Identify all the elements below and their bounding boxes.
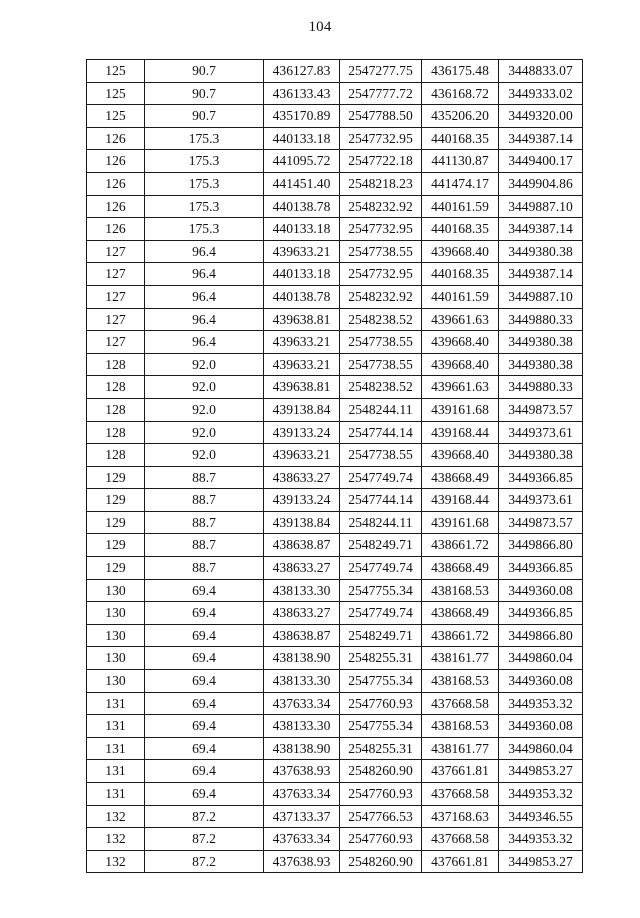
cell-value: 96.4: [145, 331, 264, 354]
cell-coord-y1: 2547744.14: [340, 489, 422, 512]
cell-coord-x2: 440161.59: [422, 195, 499, 218]
table-row: [87, 376, 583, 399]
cell-parcel-id: 129: [87, 557, 145, 580]
cell-coord-y1: 2547738.55: [340, 331, 422, 354]
cell-value: 69.4: [145, 647, 264, 670]
cell-coord-y1: 2548232.92: [340, 195, 422, 218]
cell-coord-y2: 3449880.33: [499, 376, 583, 399]
cell-parcel-id: 132: [87, 828, 145, 851]
cell-parcel-id: 127: [87, 263, 145, 286]
cell-coord-y1: 2548244.11: [340, 511, 422, 534]
cell-coord-y2: 3449346.55: [499, 805, 583, 828]
cell-coord-y1: 2547277.75: [340, 60, 422, 83]
table-row: [87, 692, 583, 715]
cell-coord-y2: 3449380.38: [499, 444, 583, 467]
cell-parcel-id: 128: [87, 353, 145, 376]
cell-coord-y1: 2548218.23: [340, 172, 422, 195]
cell-coord-x2: 435206.20: [422, 105, 499, 128]
cell-value: 92.0: [145, 421, 264, 444]
table-row: [87, 760, 583, 783]
cell-coord-x1: 439633.21: [264, 240, 340, 263]
cell-parcel-id: 130: [87, 602, 145, 625]
table-row: [87, 82, 583, 105]
cell-value: 69.4: [145, 715, 264, 738]
cell-coord-x2: 438168.53: [422, 715, 499, 738]
cell-parcel-id: 132: [87, 805, 145, 828]
table-row: [87, 105, 583, 128]
cell-coord-y1: 2547788.50: [340, 105, 422, 128]
table-row: [87, 263, 583, 286]
cell-coord-y2: 3449360.08: [499, 579, 583, 602]
cell-coord-y1: 2547755.34: [340, 670, 422, 693]
cell-value: 90.7: [145, 60, 264, 83]
cell-coord-y2: 3449873.57: [499, 398, 583, 421]
cell-value: 87.2: [145, 828, 264, 851]
table-row: [87, 737, 583, 760]
cell-coord-x2: 439668.40: [422, 331, 499, 354]
cell-coord-y2: 3449360.08: [499, 670, 583, 693]
cell-parcel-id: 128: [87, 398, 145, 421]
cell-coord-x2: 441130.87: [422, 150, 499, 173]
cell-coord-x2: 438161.77: [422, 737, 499, 760]
cell-coord-x2: 441474.17: [422, 172, 499, 195]
cell-coord-x2: 439668.40: [422, 444, 499, 467]
cell-value: 175.3: [145, 150, 264, 173]
cell-coord-x1: 437633.34: [264, 828, 340, 851]
cell-parcel-id: 129: [87, 489, 145, 512]
cell-coord-y2: 3449366.85: [499, 466, 583, 489]
cell-coord-x1: 439133.24: [264, 489, 340, 512]
cell-coord-y1: 2548249.71: [340, 534, 422, 557]
cell-coord-x2: 439668.40: [422, 353, 499, 376]
table-row: [87, 534, 583, 557]
table-row: [87, 127, 583, 150]
cell-coord-x1: 439633.21: [264, 331, 340, 354]
cell-coord-x2: 436168.72: [422, 82, 499, 105]
cell-value: 175.3: [145, 127, 264, 150]
cell-coord-y1: 2548260.90: [340, 850, 422, 873]
cell-parcel-id: 126: [87, 195, 145, 218]
cell-value: 96.4: [145, 308, 264, 331]
cell-coord-x1: 438633.27: [264, 466, 340, 489]
cell-parcel-id: 131: [87, 783, 145, 806]
cell-coord-y1: 2547738.55: [340, 240, 422, 263]
cell-coord-y1: 2547738.55: [340, 444, 422, 467]
cell-coord-x2: 439168.44: [422, 489, 499, 512]
cell-value: 69.4: [145, 670, 264, 693]
cell-coord-x2: 439661.63: [422, 308, 499, 331]
cell-coord-y1: 2548238.52: [340, 376, 422, 399]
cell-coord-x2: 438661.72: [422, 534, 499, 557]
cell-value: 69.4: [145, 579, 264, 602]
table-row: [87, 172, 583, 195]
cell-coord-y1: 2547732.95: [340, 127, 422, 150]
cell-coord-x1: 437638.93: [264, 760, 340, 783]
cell-coord-y1: 2547749.74: [340, 602, 422, 625]
cell-coord-y2: 3449373.61: [499, 421, 583, 444]
table-row: [87, 308, 583, 331]
cell-coord-y2: 3449860.04: [499, 737, 583, 760]
cell-coord-y2: 3449866.80: [499, 534, 583, 557]
cell-coord-x1: 439638.81: [264, 308, 340, 331]
cell-coord-x2: 438668.49: [422, 466, 499, 489]
table-row: [87, 285, 583, 308]
cell-coord-x2: 438161.77: [422, 647, 499, 670]
cell-coord-x1: 437633.34: [264, 783, 340, 806]
cell-coord-y1: 2547732.95: [340, 263, 422, 286]
cell-coord-x1: 438633.27: [264, 557, 340, 580]
cell-parcel-id: 125: [87, 105, 145, 128]
cell-value: 88.7: [145, 489, 264, 512]
cell-parcel-id: 127: [87, 331, 145, 354]
cell-coord-x1: 439138.84: [264, 398, 340, 421]
cell-coord-y2: 3449387.14: [499, 263, 583, 286]
cell-parcel-id: 128: [87, 376, 145, 399]
table-row: [87, 511, 583, 534]
cell-coord-y2: 3449853.27: [499, 850, 583, 873]
cell-coord-x1: 441095.72: [264, 150, 340, 173]
cell-value: 88.7: [145, 557, 264, 580]
cell-coord-y1: 2548249.71: [340, 624, 422, 647]
cell-coord-x2: 438668.49: [422, 557, 499, 580]
cell-coord-y2: 3449366.85: [499, 602, 583, 625]
cell-coord-x2: 437661.81: [422, 850, 499, 873]
cell-coord-x1: 436127.83: [264, 60, 340, 83]
cell-value: 90.7: [145, 105, 264, 128]
cell-value: 69.4: [145, 692, 264, 715]
cell-parcel-id: 127: [87, 240, 145, 263]
cell-coord-x1: 440138.78: [264, 195, 340, 218]
cell-coord-x2: 438668.49: [422, 602, 499, 625]
table-row: [87, 489, 583, 512]
cell-coord-x2: 438661.72: [422, 624, 499, 647]
cell-coord-x1: 438638.87: [264, 534, 340, 557]
cell-coord-x1: 438633.27: [264, 602, 340, 625]
cell-coord-x1: 439638.81: [264, 376, 340, 399]
cell-value: 88.7: [145, 511, 264, 534]
cell-coord-x2: 439161.68: [422, 511, 499, 534]
cell-parcel-id: 130: [87, 624, 145, 647]
cell-coord-y2: 3449853.27: [499, 760, 583, 783]
cell-coord-x2: 439168.44: [422, 421, 499, 444]
cell-parcel-id: 128: [87, 444, 145, 467]
cell-coord-y1: 2548255.31: [340, 647, 422, 670]
cell-coord-y2: 3449380.38: [499, 353, 583, 376]
cell-parcel-id: 131: [87, 760, 145, 783]
cell-coord-y2: 3448833.07: [499, 60, 583, 83]
cell-coord-x1: 439633.21: [264, 353, 340, 376]
cell-coord-x2: 437668.58: [422, 692, 499, 715]
cell-coord-x2: 439661.63: [422, 376, 499, 399]
cell-coord-y2: 3449860.04: [499, 647, 583, 670]
cell-coord-y2: 3449887.10: [499, 285, 583, 308]
cell-parcel-id: 130: [87, 579, 145, 602]
cell-coord-x1: 440133.18: [264, 127, 340, 150]
cell-coord-y1: 2547777.72: [340, 82, 422, 105]
cell-value: 69.4: [145, 602, 264, 625]
cell-coord-x2: 437168.63: [422, 805, 499, 828]
cell-value: 175.3: [145, 218, 264, 241]
cell-value: 87.2: [145, 805, 264, 828]
cell-coord-y1: 2547755.34: [340, 579, 422, 602]
table-row: [87, 579, 583, 602]
cell-coord-y1: 2547722.18: [340, 150, 422, 173]
table-row: [87, 783, 583, 806]
cell-value: 92.0: [145, 376, 264, 399]
table-row: [87, 421, 583, 444]
coordinates-table: [86, 59, 583, 873]
cell-coord-y1: 2547760.93: [340, 783, 422, 806]
table-row: [87, 715, 583, 738]
cell-coord-x1: 439633.21: [264, 444, 340, 467]
cell-coord-y1: 2547755.34: [340, 715, 422, 738]
cell-parcel-id: 131: [87, 715, 145, 738]
cell-coord-x1: 440138.78: [264, 285, 340, 308]
cell-coord-y2: 3449400.17: [499, 150, 583, 173]
cell-coord-y1: 2548238.52: [340, 308, 422, 331]
cell-coord-y1: 2547732.95: [340, 218, 422, 241]
cell-value: 87.2: [145, 850, 264, 873]
cell-coord-x1: 437633.34: [264, 692, 340, 715]
cell-parcel-id: 129: [87, 511, 145, 534]
cell-parcel-id: 126: [87, 150, 145, 173]
table-row: [87, 850, 583, 873]
cell-coord-x1: 438133.30: [264, 579, 340, 602]
table-body: [87, 60, 583, 873]
table-row: [87, 670, 583, 693]
cell-coord-x2: 437668.58: [422, 783, 499, 806]
cell-coord-y2: 3449387.14: [499, 127, 583, 150]
cell-coord-y2: 3449866.80: [499, 624, 583, 647]
cell-coord-y2: 3449320.00: [499, 105, 583, 128]
cell-value: 90.7: [145, 82, 264, 105]
cell-coord-y2: 3449887.10: [499, 195, 583, 218]
cell-coord-y1: 2547766.53: [340, 805, 422, 828]
cell-coord-x2: 438168.53: [422, 670, 499, 693]
cell-coord-x1: 438133.30: [264, 670, 340, 693]
cell-parcel-id: 130: [87, 670, 145, 693]
cell-parcel-id: 125: [87, 82, 145, 105]
cell-coord-x2: 440168.35: [422, 218, 499, 241]
cell-coord-x2: 439161.68: [422, 398, 499, 421]
table-row: [87, 331, 583, 354]
cell-parcel-id: 128: [87, 421, 145, 444]
cell-value: 96.4: [145, 285, 264, 308]
cell-parcel-id: 129: [87, 466, 145, 489]
cell-coord-y2: 3449353.32: [499, 783, 583, 806]
cell-coord-y2: 3449380.38: [499, 240, 583, 263]
cell-coord-y2: 3449873.57: [499, 511, 583, 534]
cell-value: 92.0: [145, 444, 264, 467]
cell-parcel-id: 129: [87, 534, 145, 557]
cell-value: 96.4: [145, 263, 264, 286]
table-row: [87, 466, 583, 489]
cell-coord-x1: 438638.87: [264, 624, 340, 647]
cell-coord-x1: 439138.84: [264, 511, 340, 534]
cell-coord-y2: 3449353.32: [499, 692, 583, 715]
cell-coord-x1: 435170.89: [264, 105, 340, 128]
cell-coord-y1: 2548244.11: [340, 398, 422, 421]
cell-value: 88.7: [145, 466, 264, 489]
cell-coord-x2: 437661.81: [422, 760, 499, 783]
cell-coord-x1: 436133.43: [264, 82, 340, 105]
cell-parcel-id: 132: [87, 850, 145, 873]
cell-coord-y2: 3449880.33: [499, 308, 583, 331]
cell-value: 92.0: [145, 398, 264, 421]
cell-coord-y1: 2547738.55: [340, 353, 422, 376]
cell-coord-y1: 2547749.74: [340, 466, 422, 489]
table-row: [87, 828, 583, 851]
cell-coord-x1: 438138.90: [264, 737, 340, 760]
cell-parcel-id: 130: [87, 647, 145, 670]
cell-coord-y2: 3449366.85: [499, 557, 583, 580]
cell-value: 175.3: [145, 195, 264, 218]
table-row: [87, 218, 583, 241]
table-row: [87, 602, 583, 625]
cell-coord-y2: 3449353.32: [499, 828, 583, 851]
cell-coord-x2: 440168.35: [422, 263, 499, 286]
cell-value: 92.0: [145, 353, 264, 376]
table-row: [87, 150, 583, 173]
cell-coord-y1: 2547760.93: [340, 692, 422, 715]
table-row: [87, 240, 583, 263]
cell-coord-x2: 437668.58: [422, 828, 499, 851]
cell-coord-x1: 438133.30: [264, 715, 340, 738]
cell-coord-x2: 436175.48: [422, 60, 499, 83]
cell-coord-x1: 437638.93: [264, 850, 340, 873]
table-row: [87, 60, 583, 83]
cell-coord-x2: 440161.59: [422, 285, 499, 308]
cell-parcel-id: 126: [87, 172, 145, 195]
cell-parcel-id: 126: [87, 127, 145, 150]
cell-parcel-id: 131: [87, 692, 145, 715]
cell-coord-x1: 440133.18: [264, 218, 340, 241]
table-row: [87, 398, 583, 421]
cell-value: 96.4: [145, 240, 264, 263]
cell-coord-y1: 2548232.92: [340, 285, 422, 308]
cell-coord-y1: 2548255.31: [340, 737, 422, 760]
cell-value: 69.4: [145, 783, 264, 806]
cell-coord-y2: 3449380.38: [499, 331, 583, 354]
cell-parcel-id: 126: [87, 218, 145, 241]
table-row: [87, 557, 583, 580]
cell-value: 69.4: [145, 624, 264, 647]
cell-coord-y2: 3449373.61: [499, 489, 583, 512]
cell-coord-y2: 3449904.86: [499, 172, 583, 195]
page-number: 104: [308, 19, 332, 35]
cell-coord-y1: 2547744.14: [340, 421, 422, 444]
cell-coord-y2: 3449387.14: [499, 218, 583, 241]
cell-value: 69.4: [145, 737, 264, 760]
cell-value: 88.7: [145, 534, 264, 557]
cell-coord-y1: 2547749.74: [340, 557, 422, 580]
cell-value: 69.4: [145, 760, 264, 783]
cell-coord-x2: 440168.35: [422, 127, 499, 150]
table-row: [87, 647, 583, 670]
table-row: [87, 195, 583, 218]
cell-coord-x1: 440133.18: [264, 263, 340, 286]
cell-coord-x1: 437133.37: [264, 805, 340, 828]
cell-coord-x1: 438138.90: [264, 647, 340, 670]
cell-coord-x1: 439133.24: [264, 421, 340, 444]
cell-coord-x2: 439668.40: [422, 240, 499, 263]
cell-parcel-id: 131: [87, 737, 145, 760]
cell-coord-y2: 3449360.08: [499, 715, 583, 738]
table-row: [87, 353, 583, 376]
cell-coord-x1: 441451.40: [264, 172, 340, 195]
cell-coord-y1: 2547760.93: [340, 828, 422, 851]
cell-parcel-id: 127: [87, 308, 145, 331]
cell-coord-x2: 438168.53: [422, 579, 499, 602]
cell-parcel-id: 125: [87, 60, 145, 83]
table-row: [87, 444, 583, 467]
table-row: [87, 624, 583, 647]
table-row: [87, 805, 583, 828]
cell-coord-y2: 3449333.02: [499, 82, 583, 105]
cell-coord-y1: 2548260.90: [340, 760, 422, 783]
cell-parcel-id: 127: [87, 285, 145, 308]
cell-value: 175.3: [145, 172, 264, 195]
